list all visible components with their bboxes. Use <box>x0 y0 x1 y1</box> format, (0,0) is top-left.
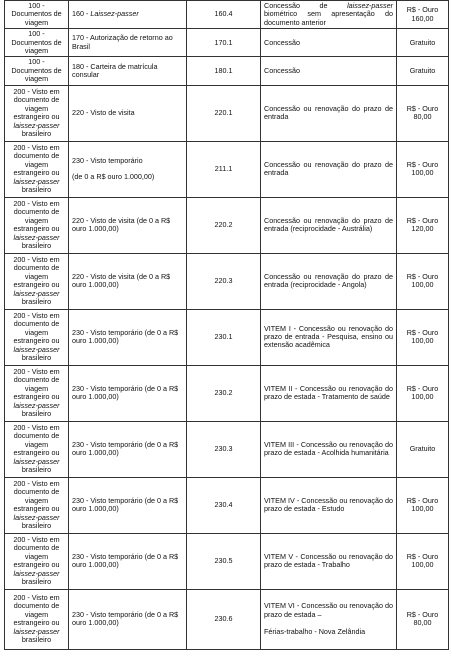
service-type-cell <box>69 29 187 57</box>
fee-value: R$ - Ouro <box>406 103 439 113</box>
service-type-text: 170 - Autorização de retorno ao Brasil <box>72 33 173 51</box>
fee-cell <box>397 141 449 197</box>
fee-value: Gratuito <box>409 65 436 75</box>
description-segment: VITEM I - Concessão ou renovação do prazo de entrada - Pesquisa, ensino ou extensão acadêmica <box>264 323 393 350</box>
fee-value: 120,00 <box>411 224 434 234</box>
service-group-line: viagem <box>24 159 49 169</box>
service-group-line: Documentos de <box>11 37 62 47</box>
description-segment: Concessão ou renovação do prazo de entrada (reciprocidade - Angola) <box>264 271 393 290</box>
fee-value: Gratuito <box>409 443 436 453</box>
service-type-text: 160 - <box>72 9 91 19</box>
description-cell <box>261 29 397 57</box>
fees-table <box>4 0 449 650</box>
service-group-line: viagem <box>24 439 49 449</box>
description-segment: Concessão <box>264 65 300 75</box>
service-type-cell <box>69 253 187 309</box>
description-text <box>264 497 393 514</box>
service-group-line: 200 - Visto em <box>13 198 60 208</box>
service-group-line: brasileiro <box>21 128 52 138</box>
service-group-cell <box>5 85 69 141</box>
description-text <box>264 441 393 458</box>
fee-value: 100,00 <box>411 280 434 290</box>
service-group-line: viagem <box>24 551 49 561</box>
service-group-line: viagem <box>24 46 49 56</box>
table-row <box>5 309 449 365</box>
service-group-line: estrangeiro ou <box>13 392 60 402</box>
service-type-cell <box>69 365 187 421</box>
service-type-text: 180 - Carteira de matrícula consular <box>72 61 158 80</box>
service-group-line: estrangeiro ou <box>13 280 60 290</box>
fee-cell <box>397 533 449 589</box>
table-row <box>5 589 449 649</box>
service-group-line: viagem <box>24 17 49 27</box>
table-row <box>5 253 449 309</box>
service-group-line: viagem <box>24 271 49 281</box>
service-group-line: estrangeiro ou <box>13 168 60 178</box>
description-cell <box>261 477 397 533</box>
table-row <box>5 57 449 85</box>
service-group-line: viagem <box>24 383 49 393</box>
description-segment: laissez-passer <box>347 1 393 10</box>
service-type-text: 230 - Visto temporário (de 0 a R$ ouro 1.000,00) <box>72 495 179 514</box>
fee-cell <box>397 589 449 649</box>
service-group-line: estrangeiro ou <box>13 112 60 122</box>
service-code-cell <box>187 253 261 309</box>
service-group-line: documento de <box>13 151 60 161</box>
service-group-line: estrangeiro ou <box>13 618 60 628</box>
service-group-line: viagem <box>24 103 49 113</box>
table-row <box>5 421 449 477</box>
service-code: 170.1 <box>214 37 233 47</box>
service-group-line: viagem <box>24 215 49 225</box>
service-group-cell <box>5 365 69 421</box>
fee-cell <box>397 421 449 477</box>
service-group-line: laissez-passer <box>13 626 60 636</box>
description-text <box>264 602 393 636</box>
service-group-line: laissez-passer <box>13 288 60 298</box>
service-group-line: brasileiro <box>21 464 52 474</box>
service-group-cell <box>5 197 69 253</box>
service-type-cell <box>69 533 187 589</box>
service-group-line: documento de <box>13 319 60 329</box>
description-cell <box>261 197 397 253</box>
service-group-line: documento de <box>13 375 60 385</box>
service-code: 230.2 <box>214 387 233 397</box>
service-group-line: 200 - Visto em <box>13 254 60 264</box>
fee-cell <box>397 253 449 309</box>
service-group-line: estrangeiro ou <box>13 336 60 346</box>
service-code-cell <box>187 589 261 649</box>
service-group-line: estrangeiro ou <box>13 504 60 514</box>
service-group-cell <box>5 421 69 477</box>
fee-value: 100,00 <box>411 336 434 346</box>
service-code: 220.2 <box>214 219 233 229</box>
service-code: 160.4 <box>214 9 233 19</box>
service-group-line: brasileiro <box>21 352 52 362</box>
description-text <box>264 161 393 178</box>
fee-value: 80,00 <box>413 618 432 628</box>
description-text <box>264 385 393 402</box>
service-code: 211.1 <box>214 163 233 173</box>
service-code: 230.3 <box>214 443 233 453</box>
description-segment: VITEM IV - Concessão ou renovação do prazo de estada - Estudo <box>264 495 393 514</box>
service-group-line: 200 - Visto em <box>13 366 60 376</box>
table-row <box>5 29 449 57</box>
table-row <box>5 477 449 533</box>
service-group-line: laissez-passer <box>13 456 60 466</box>
service-type-text: Laissez-passer <box>90 9 139 19</box>
service-group-line: 200 - Visto em <box>13 422 60 432</box>
service-group-line: documento de <box>13 487 60 497</box>
description-text <box>264 67 393 75</box>
table-row <box>5 1 449 29</box>
service-type-cell <box>69 1 187 29</box>
fee-value: R$ - Ouro <box>406 609 439 619</box>
service-group-line: documento de <box>13 431 60 441</box>
service-type-text: 230 - Visto temporário (de 0 a R$ ouro 1.000,00) <box>72 609 179 628</box>
fee-value: R$ - Ouro <box>406 271 439 281</box>
service-code-cell <box>187 309 261 365</box>
service-group-cell <box>5 253 69 309</box>
service-code-cell <box>187 477 261 533</box>
service-group-line: brasileiro <box>21 634 52 644</box>
service-group-cell <box>5 29 69 57</box>
service-type-cell <box>69 85 187 141</box>
service-group-line: 100 - <box>28 29 45 39</box>
service-group-line: estrangeiro ou <box>13 448 60 458</box>
service-group-line: 200 - Visto em <box>13 592 60 602</box>
service-group-line: brasileiro <box>21 184 52 194</box>
fee-cell <box>397 85 449 141</box>
description-text <box>264 105 393 122</box>
service-group-line: Documentos de <box>11 65 62 75</box>
service-group-line: laissez-passer <box>13 232 60 242</box>
fee-value: R$ - Ouro <box>406 159 439 169</box>
fee-value: 100,00 <box>411 504 434 514</box>
document-page <box>4 0 448 650</box>
description-cell <box>261 141 397 197</box>
fee-value: R$ - Ouro <box>406 5 439 15</box>
service-group-line: documento de <box>13 601 60 611</box>
description-cell <box>261 309 397 365</box>
service-code-cell <box>187 197 261 253</box>
service-group-line: viagem <box>24 495 49 505</box>
description-cell <box>261 57 397 85</box>
fee-value: 160,00 <box>411 13 434 23</box>
service-group-line: documento de <box>13 263 60 273</box>
service-group-line: laissez-passer <box>13 120 60 130</box>
fee-value: 100,00 <box>411 392 434 402</box>
service-group-line: laissez-passer <box>13 512 60 522</box>
description-segment: VITEM III - Concessão ou renovação do prazo de estada - Acolhida humanitária <box>264 439 393 458</box>
service-type-text: 230 - Visto temporário (de 0 a R$ ouro 1.000,00) <box>72 327 179 346</box>
fee-value: R$ - Ouro <box>406 383 439 393</box>
fee-cell <box>397 365 449 421</box>
service-type-cell <box>69 141 187 197</box>
service-group-line: estrangeiro ou <box>13 224 60 234</box>
fee-value: 100,00 <box>411 168 434 178</box>
description-segment: VITEM VI - Concessão ou renovação do prazo de estada – <box>264 601 393 619</box>
service-type-text: 230 - Visto temporário (de 0 a R$ ouro 1.000,00) <box>72 383 179 402</box>
service-group-cell <box>5 533 69 589</box>
table-row <box>5 365 449 421</box>
description-segment: Concessão ou renovação do prazo de entrada <box>264 159 393 178</box>
fee-value: 80,00 <box>413 112 432 122</box>
description-text <box>264 553 393 570</box>
fee-value: R$ - Ouro <box>406 327 439 337</box>
description-text <box>264 217 393 234</box>
service-type-cell <box>69 57 187 85</box>
service-group-line: laissez-passer <box>13 400 60 410</box>
service-type-cell <box>69 197 187 253</box>
description-cell <box>261 1 397 29</box>
service-type-cell <box>69 421 187 477</box>
service-group-cell <box>5 141 69 197</box>
description-segment: VITEM V - Concessão ou renovação do prazo de estada - Trabalho <box>264 551 393 570</box>
description-cell <box>261 365 397 421</box>
service-group-line: documento de <box>13 207 60 217</box>
service-code: 230.5 <box>214 555 233 565</box>
service-code-cell <box>187 421 261 477</box>
fee-cell <box>397 477 449 533</box>
description-cell <box>261 85 397 141</box>
service-code: 230.1 <box>214 331 233 341</box>
description-cell <box>261 533 397 589</box>
description-cell <box>261 589 397 649</box>
fee-cell <box>397 1 449 29</box>
description-segment: biométrico sem apresentação do documento anterior <box>264 9 393 27</box>
service-code: 180.1 <box>214 65 233 75</box>
fee-value: R$ - Ouro <box>406 551 439 561</box>
service-group-line: documento de <box>13 95 60 105</box>
service-code: 230.4 <box>214 499 233 509</box>
service-group-line: laissez-passer <box>13 176 60 186</box>
description-cell <box>261 421 397 477</box>
fee-cell <box>397 29 449 57</box>
service-type-text: 230 - Visto temporário (de 0 a R$ ouro 1.000,00) <box>72 439 179 458</box>
service-group-line: 200 - Visto em <box>13 86 60 96</box>
service-code: 220.3 <box>214 275 233 285</box>
service-group-line: brasileiro <box>21 576 52 586</box>
service-group-cell <box>5 57 69 85</box>
description-segment: Férias-trabalho - Nova Zelândia <box>264 626 366 636</box>
fee-cell <box>397 197 449 253</box>
service-type-text: 230 - Visto temporário <box>72 155 143 165</box>
description-segment: Concessão <box>264 37 300 47</box>
description-segment: Concessão ou renovação do prazo de entrada <box>264 103 393 122</box>
service-group-cell <box>5 477 69 533</box>
fee-value: 100,00 <box>411 560 434 570</box>
service-code: 220.1 <box>214 107 233 117</box>
service-group-line: 200 - Visto em <box>13 310 60 320</box>
service-code-cell <box>187 1 261 29</box>
description-text <box>264 273 393 290</box>
description-text <box>264 39 393 47</box>
description-segment: VITEM II - Concessão ou renovação do prazo de estada - Tratamento de saúde <box>264 383 393 402</box>
service-group-cell <box>5 309 69 365</box>
service-type-text: 230 - Visto temporário (de 0 a R$ ouro 1.000,00) <box>72 551 179 570</box>
table-row <box>5 85 449 141</box>
service-type-text: 220 - Visto de visita <box>72 107 135 117</box>
service-group-line: Documentos de <box>11 9 62 19</box>
fee-value: Gratuito <box>409 37 436 47</box>
service-type-text: (de 0 a R$ ouro 1.000,00) <box>72 172 155 182</box>
table-row <box>5 141 449 197</box>
service-code-cell <box>187 141 261 197</box>
table-row <box>5 533 449 589</box>
fee-value: R$ - Ouro <box>406 215 439 225</box>
service-code-cell <box>187 29 261 57</box>
service-group-line: laissez-passer <box>13 568 60 578</box>
description-segment: Concessão ou renovação do prazo de entrada (reciprocidade - Austrália) <box>264 215 393 234</box>
service-group-line: 200 - Visto em <box>13 142 60 152</box>
fee-cell <box>397 309 449 365</box>
description-text <box>264 2 393 27</box>
service-group-line: 100 - <box>28 57 45 67</box>
table-row <box>5 197 449 253</box>
service-group-line: viagem <box>24 609 49 619</box>
service-code-cell <box>187 85 261 141</box>
service-type-cell <box>69 309 187 365</box>
service-code: 230.6 <box>214 613 233 623</box>
service-type-text: 220 - Visto de visita (de 0 a R$ ouro 1.000,00) <box>72 215 171 234</box>
service-group-cell <box>5 589 69 649</box>
service-group-line: brasileiro <box>21 408 52 418</box>
service-code-cell <box>187 533 261 589</box>
service-group-line: viagem <box>24 327 49 337</box>
service-group-line: brasileiro <box>21 296 52 306</box>
service-type-text: 220 - Visto de visita (de 0 a R$ ouro 1.000,00) <box>72 271 171 290</box>
service-group-cell <box>5 1 69 29</box>
service-group-line: 200 - Visto em <box>13 478 60 488</box>
description-text <box>264 325 393 350</box>
service-group-line: estrangeiro ou <box>13 560 60 570</box>
service-code-cell <box>187 365 261 421</box>
service-group-line: viagem <box>24 74 49 84</box>
fee-cell <box>397 57 449 85</box>
service-code-cell <box>187 57 261 85</box>
service-group-line: brasileiro <box>21 240 52 250</box>
fee-value: R$ - Ouro <box>406 495 439 505</box>
service-group-line: 200 - Visto em <box>13 534 60 544</box>
service-group-line: brasileiro <box>21 520 52 530</box>
description-segment: Concessão de <box>264 1 348 10</box>
service-type-cell <box>69 589 187 649</box>
description-cell <box>261 253 397 309</box>
service-group-line: laissez-passer <box>13 344 60 354</box>
service-type-cell <box>69 477 187 533</box>
fees-table-body <box>5 1 449 650</box>
service-group-line: 100 - <box>28 1 45 10</box>
service-group-line: documento de <box>13 543 60 553</box>
